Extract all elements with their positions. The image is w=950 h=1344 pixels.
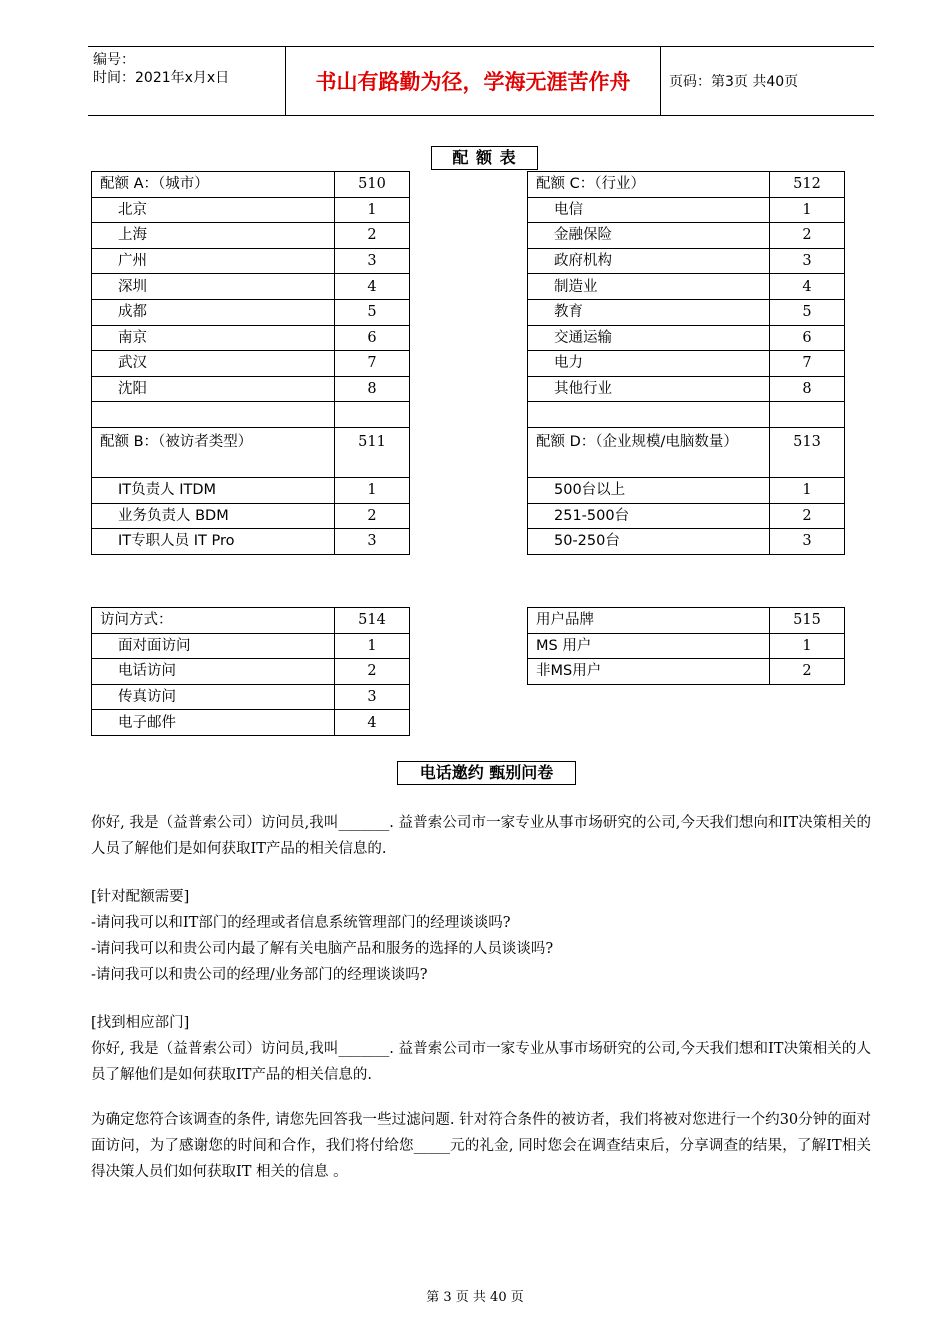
section-title: 电话邀约 甄别问卷 — [397, 761, 576, 785]
page-footer: 第 3 页 共 40 页 — [426, 1290, 524, 1305]
table-row-label: 交通运输 — [528, 325, 770, 351]
table-row-label: 电子邮件 — [92, 710, 335, 736]
table-row-label: 政府机构 — [528, 248, 770, 274]
table-row-code: 5 — [335, 299, 410, 325]
table-a-code: 510 — [335, 172, 410, 198]
table-row-label: 业务负责人 BDM — [92, 503, 335, 529]
user-brand-table — [527, 607, 845, 685]
brand-code: 515 — [770, 608, 845, 634]
screening-paragraph: 为确定您符合该调查的条件, 请您先回答我一些过滤问题. 针对符合条件的被访者，我们将被对您进行一个约30分钟的面对面访问，为了感谢您的时间和合作，我们将付给您_____元的礼金, 同时您会在调查结束后，分享调查的结果，了解IT相关得决策人员们如何获取IT 相关的信息 。 — [91, 1112, 871, 1180]
table-row-label: 成都 — [92, 299, 335, 325]
interview-method-table — [91, 607, 410, 736]
quota-need-heading: [针对配额需要] — [91, 889, 190, 905]
table-b-title: 配额 B：（被访者类型） — [92, 427, 335, 477]
table-row-code: 2 — [335, 659, 410, 685]
dept-intro: 你好, 我是（益普索公司）访问员,我叫_______. 益普索公司市一家专业从事市场研究的公司,今天我们想和IT决策相关的人员了解他们是如何获取IT产品的相关信息的. — [91, 1041, 871, 1083]
table-row-code: 4 — [335, 710, 410, 736]
table-row-code: 8 — [335, 376, 410, 402]
intro-paragraph: 你好, 我是（益普索公司）访问员,我叫_______. 益普索公司市一家专业从事市场研究的公司,今天我们想向和IT决策相关的人员了解他们是如何获取IT产品的相关信息的. — [91, 815, 871, 857]
quota-table-c — [527, 171, 845, 555]
method-code: 514 — [335, 608, 410, 634]
table-row-label: 其他行业 — [528, 376, 770, 402]
table-row-code: 2 — [335, 223, 410, 249]
table-row-label: 251-500台 — [528, 503, 770, 529]
table-row-code: 1 — [335, 477, 410, 503]
time-label: 时间：2021年x月x日 — [93, 70, 230, 86]
header-meta — [88, 47, 286, 115]
table-row-code: 4 — [770, 274, 845, 300]
table-row-label: 500台以上 — [528, 477, 770, 503]
table-row-code: 6 — [335, 325, 410, 351]
empty-cell — [528, 402, 770, 428]
page-label: 页码：第3页 共40页 — [669, 74, 799, 90]
table-row-label: 电信 — [528, 197, 770, 223]
table-row-label: 50-250台 — [528, 529, 770, 555]
quota-need-line: -请问我可以和贵公司内最了解有关电脑产品和服务的选择的人员谈谈吗? — [91, 941, 554, 957]
dept-section — [91, 1010, 871, 1088]
table-row-label: 沈阳 — [92, 376, 335, 402]
quota-need-line: -请问我可以和贵公司的经理/业务部门的经理谈谈吗? — [91, 967, 428, 983]
table-row-code: 5 — [770, 299, 845, 325]
motto: 书山有路勤为径，学海无涯苦作舟 — [286, 47, 661, 115]
table-d-title: 配额 D：（企业规模/电脑数量） — [528, 427, 770, 477]
quota-need-section — [91, 884, 871, 988]
table-row-code: 2 — [770, 659, 845, 685]
table-row-label: 金融保险 — [528, 223, 770, 249]
table-row-code: 3 — [335, 248, 410, 274]
table-row-label: 制造业 — [528, 274, 770, 300]
table-row-label: 深圳 — [92, 274, 335, 300]
table-row-code: 7 — [335, 351, 410, 377]
table-row-label: 武汉 — [92, 351, 335, 377]
table-row-label: IT负责人 ITDM — [92, 477, 335, 503]
table-row-label: 面对面访问 — [92, 633, 335, 659]
table-row-label: 南京 — [92, 325, 335, 351]
table-row-label: 电话访问 — [92, 659, 335, 685]
table-row-code: 3 — [770, 248, 845, 274]
table-row-code: 1 — [770, 197, 845, 223]
table-b-code: 511 — [335, 427, 410, 477]
table-row-code: 6 — [770, 325, 845, 351]
table-row-label: 传真访问 — [92, 684, 335, 710]
table-row-code: 1 — [770, 633, 845, 659]
table-row-label: 教育 — [528, 299, 770, 325]
table-row-code: 2 — [335, 503, 410, 529]
empty-cell — [335, 402, 410, 428]
table-row-label: MS 用户 — [528, 633, 770, 659]
table-row-label: 北京 — [92, 197, 335, 223]
quota-table-title: 配 额 表 — [431, 146, 538, 170]
table-row-code: 1 — [335, 633, 410, 659]
table-row-code: 4 — [335, 274, 410, 300]
table-c-code: 512 — [770, 172, 845, 198]
quota-need-line: -请问我可以和IT部门的经理或者信息系统管理部门的经理谈谈吗? — [91, 915, 511, 931]
empty-cell — [92, 402, 335, 428]
table-row-code: 2 — [770, 223, 845, 249]
table-row-label: IT专职人员 IT Pro — [92, 529, 335, 555]
table-row-label: 上海 — [92, 223, 335, 249]
table-row-code: 3 — [770, 529, 845, 555]
table-row-code: 8 — [770, 376, 845, 402]
table-row-code: 1 — [335, 197, 410, 223]
table-row-code: 7 — [770, 351, 845, 377]
table-row-label: 非MS用户 — [528, 659, 770, 685]
page-header — [88, 46, 874, 116]
brand-title: 用户品牌 — [528, 608, 770, 634]
table-a-title: 配额 A：（城市） — [92, 172, 335, 198]
table-row-code: 3 — [335, 529, 410, 555]
table-row-label: 广州 — [92, 248, 335, 274]
table-d-code: 513 — [770, 427, 845, 477]
table-row-label: 电力 — [528, 351, 770, 377]
table-row-code: 2 — [770, 503, 845, 529]
table-row-code: 3 — [335, 684, 410, 710]
empty-cell — [770, 402, 845, 428]
quota-table-a — [91, 171, 410, 555]
number-label: 编号： — [93, 52, 135, 68]
table-c-title: 配额 C：（行业） — [528, 172, 770, 198]
dept-heading: [找到相应部门] — [91, 1015, 190, 1031]
table-row-code: 1 — [770, 477, 845, 503]
method-title: 访问方式： — [92, 608, 335, 634]
